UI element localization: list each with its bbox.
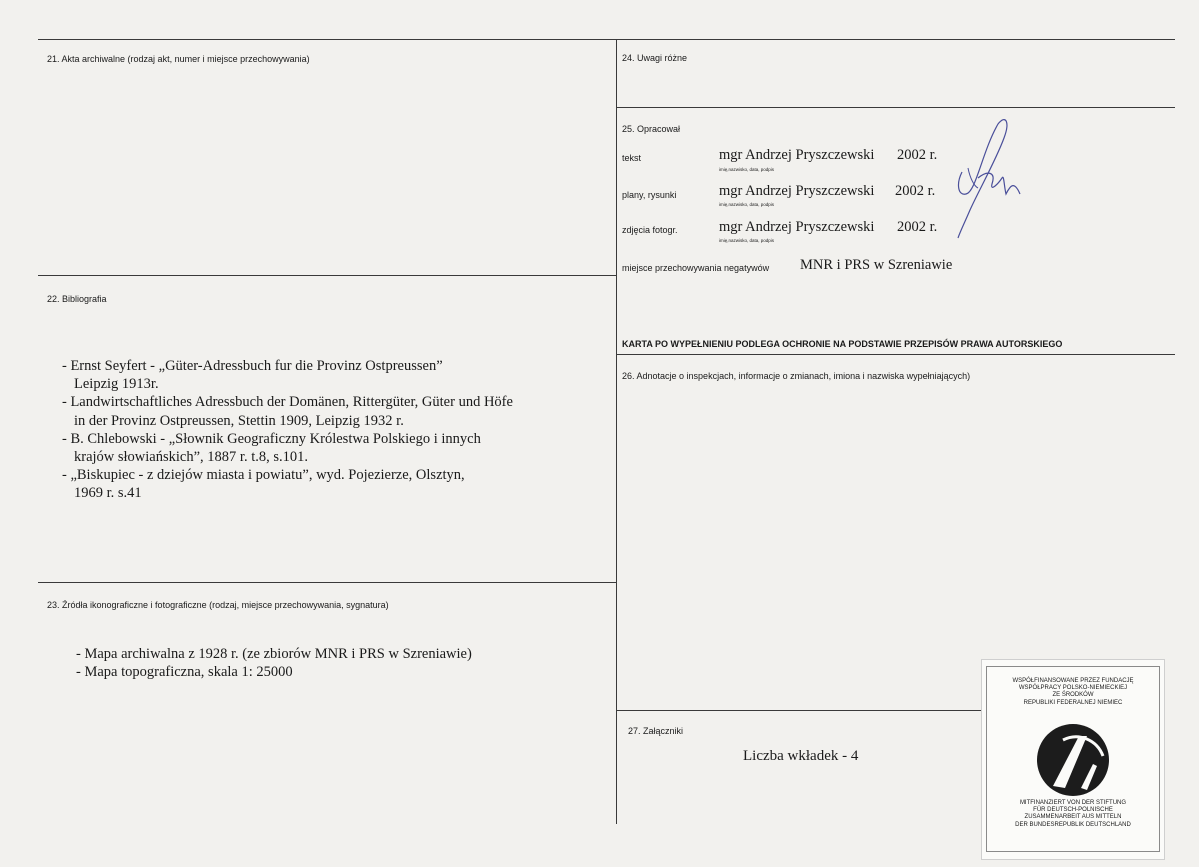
author-row-label-text: tekst (622, 153, 642, 163)
section-22-label: 22. Bibliografia (47, 294, 107, 304)
stamp-line: DER BUNDESREPUBLIK DEUTSCHLAND (1015, 821, 1131, 828)
section-23-label: 23. Źródła ikonograficzne i fotograficzne (rodzaj, miejsce przechowywania, sygnatura) (47, 600, 389, 610)
negatives-label: miejsce przechowywania negatywów (622, 263, 770, 273)
stamp-line: WSPÓŁFINANSOWANE PRZEZ FUNDACJĘ (1012, 678, 1134, 684)
section-26-label: 26. Adnotacje o inspekcjach, informacje o zmianach, imiona i nazwiska wypełniających) (622, 371, 971, 381)
copyright-notice: KARTA PO WYPEŁNIENIU PODLEGA OCHRONIE NA PODSTAWIE PRZEPISÓW PRAWA AUTORSKIEGO (622, 339, 1063, 349)
author-year-text: 2002 r. (897, 147, 938, 163)
stamp-line: REPUBLIKI FEDERALNEJ NIEMIEC (1023, 699, 1123, 706)
stamp-text-bottom (982, 800, 1164, 829)
section-21-label: 21. Akta archiwalne (rodzaj akt, numer i miejsce przechowywania) (47, 54, 310, 64)
divider-21-22 (38, 275, 616, 276)
stamp-line: FÜR DEUTSCH-POLNISCHE (1033, 807, 1113, 814)
author-hint-text: imię,nazwisko, data, podpis (719, 167, 775, 172)
stamp-line: MITFINANZIERT VON DER STIFTUNG (1019, 800, 1127, 806)
divider-22-23 (38, 582, 616, 583)
negatives-value: MNR i PRS w Szreniawie (800, 257, 953, 273)
author-row-label-plans: plany, rysunki (622, 190, 677, 200)
bibliography-item: - Landwirtschaftliches Adressbuch der Domänen, Rittergüter, Güter und Höfe (62, 394, 513, 411)
bibliography-item-cont: krajów słowiańskich”, 1887 r. t.8, s.101. (74, 449, 308, 466)
bibliography-item: - B. Chlebowski - „Słownik Geograficzny Królestwa Polskiego i innych (62, 430, 481, 447)
signature-image (948, 112, 1028, 242)
foundation-logo-icon (1035, 722, 1111, 798)
author-name-photos: mgr Andrzej Pryszczewski (719, 219, 875, 235)
bibliography-item: - Ernst Seyfert - „Güter-Adressbuch fur die Provinz Ostpreussen” (62, 358, 443, 374)
source-item: - Mapa archiwalna z 1928 r. (ze zbiorów MNR i PRS w Szreniawie) (76, 646, 472, 662)
section-27-label: 27. Załączniki (628, 726, 684, 736)
author-year-photos: 2002 r. (897, 219, 938, 235)
source-item: - Mapa topograficzna, skala 1: 25000 (76, 664, 293, 680)
bibliography-item-cont: Leipzig 1913r. (74, 376, 159, 393)
sources-list (76, 645, 472, 681)
attachments-count: Liczba wkładek - 4 (743, 748, 859, 764)
stamp-line: ZUSAMMENARBEIT AUS MITTELN (1024, 814, 1122, 821)
center-divider (616, 39, 617, 824)
divider-24-25 (616, 107, 1175, 108)
author-name-text: mgr Andrzej Pryszczewski (719, 147, 875, 163)
section-25-label: 25. Opracował (622, 124, 681, 134)
stamp-line: ZE ŚRODKÓW (1052, 692, 1094, 699)
divider-25-26 (616, 354, 1175, 355)
author-row-label-photos: zdjęcia fotogr. (622, 225, 678, 235)
section-24-label: 24. Uwagi różne (622, 53, 688, 63)
bibliography-list (62, 357, 513, 503)
bibliography-item: - „Biskupiec - z dziejów miasta i powiatu”, wyd. Pojezierze, Olsztyn, (62, 467, 465, 484)
stamp-line: WSPÓŁPRACY POLSKO-NIEMIECKIEJ (1018, 685, 1128, 692)
author-year-plans: 2002 r. (895, 183, 936, 199)
author-hint-plans: imię,nazwisko, data, podpis (719, 202, 775, 207)
author-name-plans: mgr Andrzej Pryszczewski (719, 183, 875, 199)
funding-stamp (981, 659, 1165, 860)
top-border (38, 39, 1175, 40)
divider-26-27 (616, 710, 981, 711)
author-hint-photos: imię,nazwisko, data, podpis (719, 238, 775, 243)
stamp-text-top (982, 678, 1164, 707)
bibliography-item-cont: 1969 r. s.41 (74, 485, 142, 502)
bibliography-item-cont: in der Provinz Ostpreussen, Stettin 1909, Leipzig 1932 r. (74, 412, 404, 429)
